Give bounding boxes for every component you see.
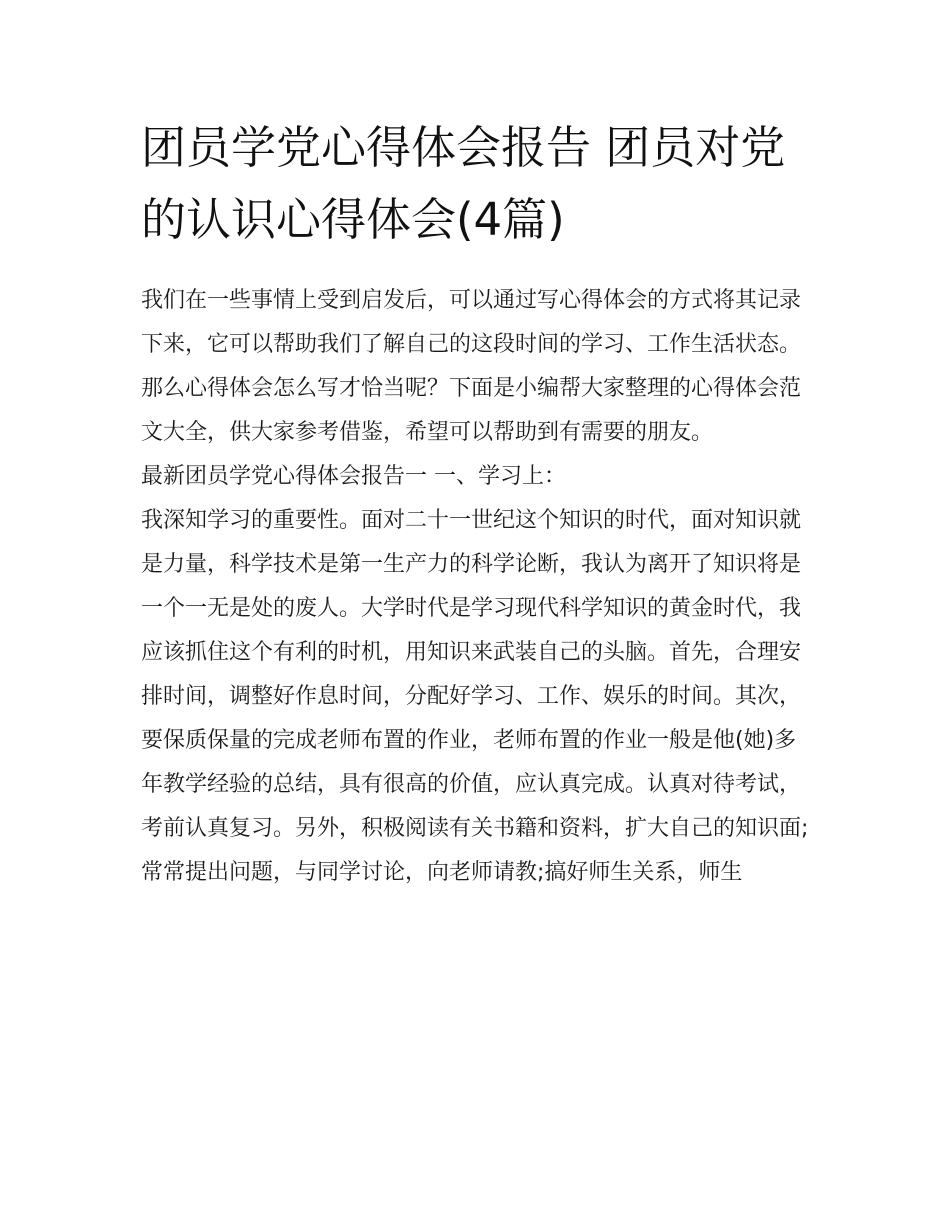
document-body [141, 279, 813, 895]
document-title: 团员学党心得体会报告 团员对党的认识心得体会(4篇) [141, 121, 786, 246]
body-paragraph: 我深知学习的重要性。面对二十一世纪这个知识的时代，面对知识就是力量，科学技术是第一生产力的科学论断，我认为离开了知识将是一个一无是处的废人。大学时代是学习现代科学知识的黄金时代，我应该抓住这个有利的时机，用知识来武装自己的头脑。首先，合理安排时间，调整好作息时间，分配好学习、工作、娱乐的时间。其次，要保质保量的完成老师布置的作业，老师布置的作业一般是他(她)多年教学经验的总结，具有很高的价值，应认真完成。认真对待考试，考前认真复习。另外，积极阅读有关书籍和资料，扩大自己的知识面;常常提出问题，与同学讨论，向老师请教;搞好师生关系，师生 [141, 508, 809, 885]
section-heading: 最新团员学党心得体会报告一 一、学习上： [141, 464, 566, 489]
intro-paragraph: 我们在一些事情上受到启发后，可以通过写心得体会的方式将其记录下来，它可以帮助我们了解自己的这段时间的学习、工作生活状态。那么心得体会怎么写才恰当呢？下面是小编帮大家整理的心得体会范文大全，供大家参考借鉴，希望可以帮助到有需要的朋友。 [141, 288, 802, 445]
